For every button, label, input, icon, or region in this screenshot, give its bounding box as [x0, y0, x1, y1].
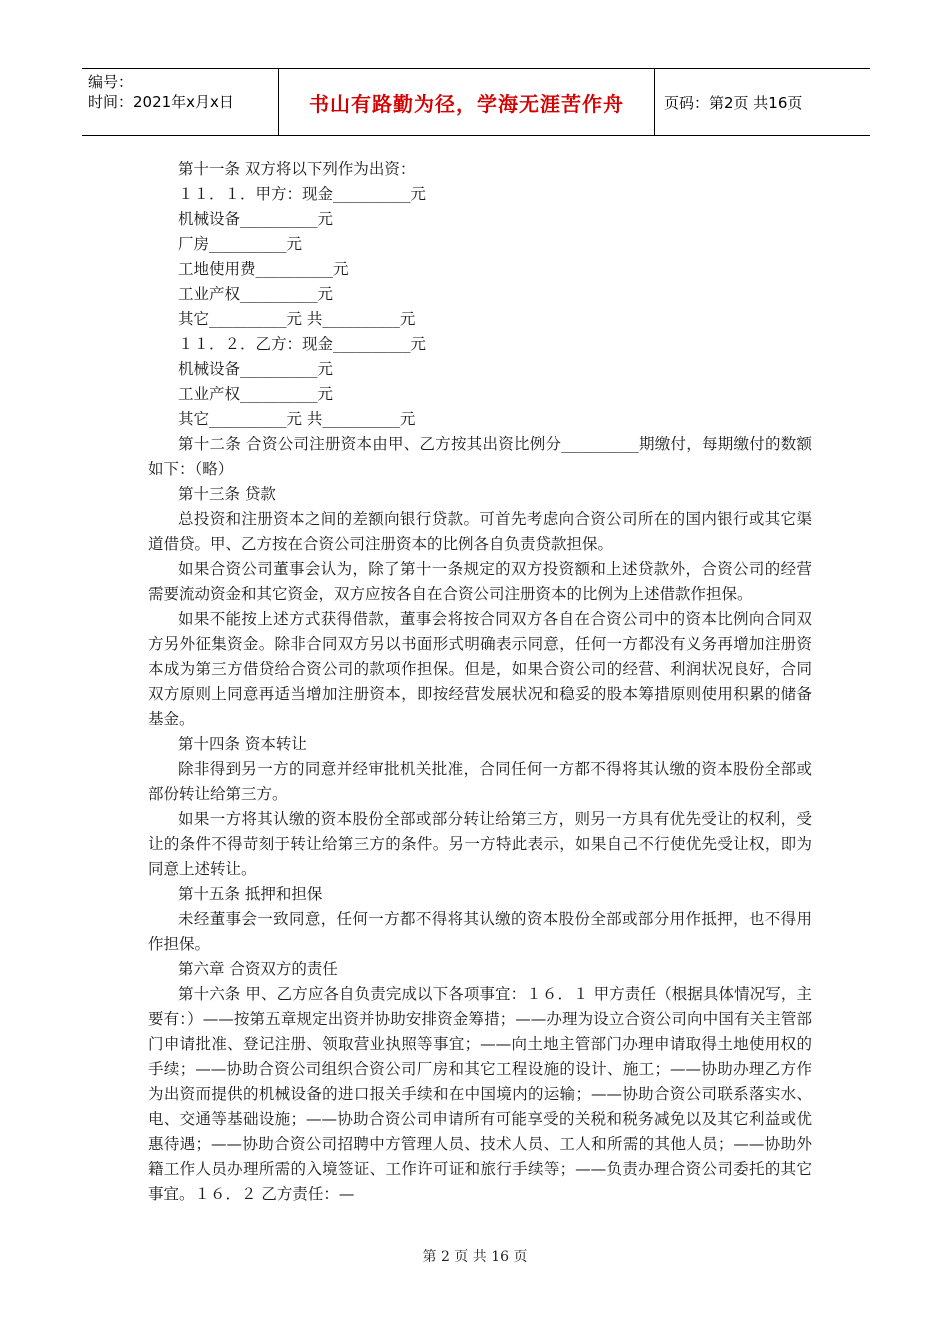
body-paragraph: 未经董事会一致同意，任何一方都不得将其认缴的资本股份全部或部分用作抵押，也不得用作担保。 — [148, 910, 812, 953]
chapter-6-title: 第六章 合资双方的责任 — [178, 960, 338, 978]
article-13-title: 第十三条 贷款 — [178, 485, 276, 503]
body-paragraph: 除非得到另一方的同意并经审批机关批准，合同任何一方都不得将其认缴的资本股份全部或部份转让给第三方。 — [148, 760, 812, 803]
body-paragraph: 如果合资公司董事会认为，除了第十一条规定的双方投资额和上述贷款外，合资公司的经营需要流动资金和其它资金，双方应按各自在合资公司注册资本的比例为上述借款作担保。 — [148, 560, 812, 603]
body-paragraph: 如果不能按上述方式获得借款，董事会将按合同双方各自在合资公司中的资本比例向合同双方另外征集资金。除非合同双方另以书面形式明确表示同意，任何一方都没有义务再增加注册资本成为第三方借贷给合资公司的款项作担保。但是，如果合资公司的经营、利润状况良好，合同双方原则上同意再适当增加注册资本，即按经营发展状况和稳妥的股本筹措原则使用积累的储备基金。 — [148, 610, 812, 728]
page-header — [82, 68, 870, 136]
contribution-line: 其它__________元 共__________元 — [178, 310, 416, 328]
contribution-line: 机械设备__________元 — [178, 210, 334, 228]
contribution-line: １１．１．甲方：现金__________元 — [178, 185, 427, 203]
header-page-info: 页码：第2页 共16页 — [664, 93, 803, 112]
article-14-title: 第十四条 资本转让 — [178, 735, 307, 753]
article-12: 第十二条 合资公司注册资本由甲、乙方按其出资比例分__________期缴付，每期缴付的数额如下：（略） — [148, 435, 812, 478]
header-motto: 书山有路勤为径，学海无涯苦作舟 — [309, 91, 624, 116]
contribution-line: 机械设备__________元 — [178, 360, 334, 378]
contribution-line: 工业产权__________元 — [178, 285, 334, 303]
header-date: 时间：2021年x月x日 — [88, 93, 234, 111]
header-number-label: 编号： — [88, 73, 134, 91]
document-body — [148, 157, 812, 1207]
body-paragraph: 总投资和注册资本之间的差额向银行贷款。可首先考虑向合资公司所在的国内银行或其它渠道借贷。甲、乙方按在合资公司注册资本的比例各自负责贷款担保。 — [148, 510, 812, 553]
article-15-title: 第十五条 抵押和担保 — [178, 885, 323, 903]
body-paragraph: 如果一方将其认缴的资本股份全部或部分转让给第三方，则另一方具有优先受让的权利，受让的条件不得苛刻于转让给第三方的条件。另一方特此表示，如果自己不行使优先受让权，即为同意上述转让。 — [148, 810, 812, 878]
header-meta — [88, 72, 234, 112]
header-divider — [654, 69, 655, 135]
contribution-line: 厂房__________元 — [178, 235, 303, 253]
contribution-line: 工业产权__________元 — [178, 385, 334, 403]
article-11-title: 第十一条 双方将以下列作为出资： — [178, 160, 416, 178]
article-16: 第十六条 甲、乙方应各自负责完成以下各项事宜：１６．１ 甲方责任（根据具体情况写，主要有：）——按第五章规定出资并协助安排资金筹措；——办理为设立合资公司向中国有关主管部门申请批准、登记注册、领取营业执照等事宜；——向土地主管部门办理申请取得土地使用权的手续；——协助合资公司组织合资公司厂房和其它工程设施的设计、施工；——协助办理乙方作为出资而提供的机械设备的进口报关手续和在中国境内的运输；——协助合资公司联系落实水、电、交通等基础设施；——协助合资公司申请所有可能享受的关税和税务减免以及其它利益或优惠待遇；——协助合资公司招聘中方管理人员、技术人员、工人和所需的其他人员；——协助外籍工作人员办理所需的入境签证、工作许可证和旅行手续等；——负责办理合资公司委托的其它事宜。１６．２ 乙方责任：— — [148, 985, 812, 1203]
page-footer: 第 2 页 共 16 页 — [422, 1249, 528, 1265]
contribution-line: 工地使用费__________元 — [178, 260, 349, 278]
contribution-line: 其它__________元 共__________元 — [178, 410, 416, 428]
contribution-line: １１．２．乙方：现金__________元 — [178, 335, 427, 353]
